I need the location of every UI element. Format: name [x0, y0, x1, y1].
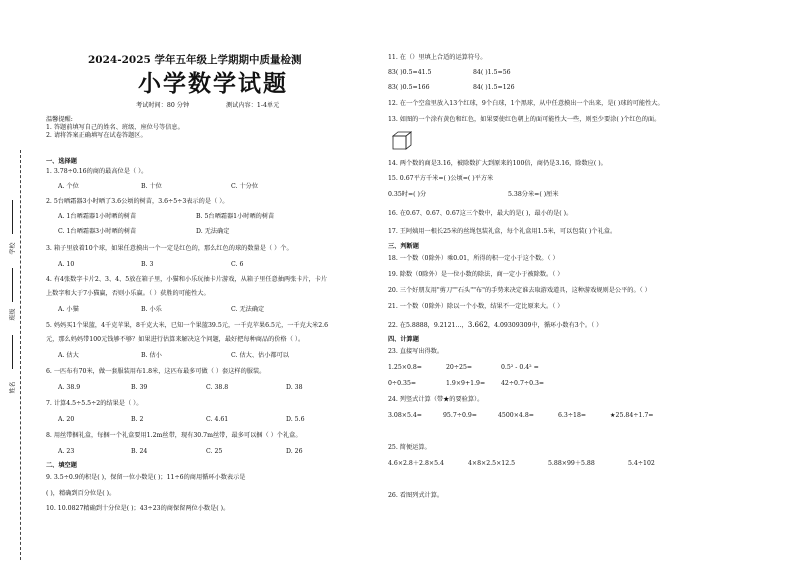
q23-item-6: 42÷0.7÷0.3= [501, 380, 545, 387]
q23-item-5: 1.9×9+1.9= [446, 380, 486, 387]
question-21: 21. 一个数（0除外）除以一个小数，结果不一定比原来大。（ ） [388, 303, 564, 310]
binding-dashed-line [20, 150, 21, 560]
school-label: 学校 [9, 242, 17, 255]
q8-option-b: B. 24 [131, 448, 148, 455]
q4-option-b: B. 小乐 [141, 306, 162, 313]
q1-option-b: B. 十位 [141, 183, 162, 190]
q4-option-a: A. 小猫 [58, 306, 79, 313]
question-25: 25. 简便运算。 [388, 444, 431, 451]
q24-item-4: 6.3÷18= [558, 412, 587, 419]
q2-option-b: B. 5台晒霜器1小时晒的树苗 [196, 213, 275, 220]
question-11: 11. 在（）里填上合适的运算符号。 [388, 54, 487, 61]
section-calc-title: 四、计算题 [388, 336, 419, 343]
section-judge-title: 三、判断题 [388, 243, 419, 250]
q6-option-a: A. 38.9 [58, 384, 81, 391]
question-5-line-2: 元，那么妈妈带100元钱够不够？如果进行估算来解决这个问题，最好把每种商品的价格（ ）。 [46, 336, 305, 343]
q25-item-1: 4.6×2.8＋2.8×5.4 [388, 460, 444, 467]
q3-option-c: C. 6 [231, 261, 244, 268]
question-15-part-b: 5.38分米=( )厘米 [508, 191, 559, 198]
q11-item-2: 84( )1.5=56 [473, 69, 511, 76]
repeating-decimal: 3.662 [467, 321, 488, 329]
cube-figure [392, 131, 412, 150]
question-9-line-1: 9. 3.5÷0.9的积是( )，保留一位小数是( )；11÷6的商用循环小数表示是 [46, 474, 246, 481]
q24-item-3: 4500×4.8= [498, 412, 534, 419]
question-13: 13. 如图的一个涂有黄色和红色，如果要使红色朝上的面可能性大一些，则至少要涂( )个红色的面。 [388, 116, 661, 123]
question-10: 10. 10.0827精确到十分位是( )；43÷23的商保留两位小数是( )。 [46, 505, 230, 512]
q6-option-d: D. 38 [286, 384, 303, 391]
binding-margin [0, 0, 40, 562]
q3-option-b: B. 3 [141, 261, 154, 268]
tips-title: 温馨提醒: [46, 116, 73, 123]
question-17: 17. 王阿姨用一根长25米的丝绳包装礼盒，每个礼盒用1.5米，可以包装( )个礼盒。 [388, 228, 617, 235]
question-24: 24. 列竖式计算（带★的要验算）。 [388, 396, 484, 403]
q7-option-a: A. 20 [58, 416, 75, 423]
q8-option-c: C. 25 [206, 448, 223, 455]
question-18: 18. 一个数（0除外）乘0.01，所得的积一定小于这个数。（ ） [388, 255, 559, 262]
question-1: 1. 3.78÷0.16的商的最高位是（ ）。 [46, 168, 148, 175]
q23-item-2: 20÷25= [446, 364, 473, 371]
class-underline [12, 268, 13, 302]
question-20: 20. 三个好朋友用"剪刀""石头""布"的手势来决定谁去取游戏道具，这种游戏规则是公平的。（ ） [388, 287, 651, 294]
question-7: 7. 计算4.5÷5.5÷2的结果是（ ）。 [46, 400, 143, 407]
question-26: 26. 看图列式计算。 [388, 492, 444, 499]
q25-item-2: 4×8×2.5×12.5 [468, 460, 516, 467]
q3-option-a: A. 10 [58, 261, 75, 268]
question-5-line-1: 5. 妈妈买1个果篮，4千克苹果，8千克大米，已知一个果篮39.5元，一千克苹果6.5元，一千克大米2.6 [46, 322, 329, 329]
q2-option-a: A. 1台晒霜器1小时晒的树苗 [58, 213, 137, 220]
question-4-line-1: 4. 有4张数字卡片2、3、4、5放在箱子里，小猫和小乐玩抽卡片游戏，从箱子里任意抽两张卡片，卡片 [46, 276, 328, 283]
q23-item-4: 0÷0.35= [388, 380, 417, 387]
tips-line-1: 1. 答题前填写自己的姓名、班级、座位号等信息。 [46, 124, 184, 131]
question-8: 8. 用丝带捆礼盒，每捆一个礼盒要用1.2m丝带，现有30.7m丝带，最多可以捆（ ）个礼盒。 [46, 432, 302, 439]
q2-option-d: D. 无法确定 [196, 228, 230, 235]
q25-item-3: 5.88×99＋5.88 [548, 460, 595, 467]
q6-option-b: B. 39 [131, 384, 148, 391]
question-15-part-a: 0.35时=( )分 [388, 191, 427, 198]
q24-item-1: 3.08×5.4= [388, 412, 422, 419]
question-22-start: 22. 在5.8888，9.2121…， [388, 322, 468, 329]
question-15-line-1: 15. 0.67平方千米=( )公顷=( )平方米 [388, 175, 494, 182]
question-12: 12. 在一个空盒里放入13个红球，9个白球，1个黑球，从中任意摸出一个出来，是( )球的可能性大。 [388, 100, 664, 107]
question-22 [388, 321, 602, 330]
class-label: 班级 [9, 308, 17, 321]
question-14: 14. 两个数的商是3.16，被除数扩大到原来的100倍，商仍是3.16，除数应( )。 [388, 160, 607, 167]
question-22-end: ，4.09309309中，循环小数有3个。（ ） [487, 322, 603, 329]
q23-item-3: 0.5² - 0.4² = [501, 364, 539, 371]
q25-item-4: 5.4÷102 [628, 460, 655, 467]
q5-option-b: B. 估小 [141, 352, 162, 359]
q2-option-c: C. 1台晒霜器3小时晒的树苗 [58, 228, 137, 235]
section-choice-title: 一、选择题 [46, 158, 77, 165]
q23-item-1: 1.25×0.8= [388, 364, 422, 371]
q6-option-c: C. 38.8 [206, 384, 229, 391]
name-underline [12, 335, 13, 369]
question-2: 2. 5台晒霜器3小时晒了3.6公顷的树苗，3.6÷5÷3表示的是（ ）。 [46, 198, 229, 205]
q5-option-a: A. 估大 [58, 352, 79, 359]
question-3: 3. 箱子里放着10个球，如果任意摸出一个一定是红色的，那么红色的球的数量是（ ）个。 [46, 245, 293, 252]
q1-option-c: C. 十分位 [231, 183, 259, 190]
q24-item-5: ★25.84÷1.7= [610, 412, 654, 419]
question-16: 16. 在0.67、0.67、0.67这三个数中，最大的是( )，最小的是( )。 [388, 210, 573, 217]
q8-option-d: D. 26 [286, 448, 303, 455]
q5-option-c: C. 估大、估小都可以 [231, 352, 289, 359]
q8-option-a: A. 23 [58, 448, 75, 455]
question-19: 19. 除数（0除外）是一位小数的除法，商一定小于被除数。（ ） [388, 271, 564, 278]
q1-option-a: A. 个位 [58, 183, 79, 190]
exam-scope: 测试内容：1-4单元 [226, 102, 280, 109]
q7-option-c: C. 4.61 [206, 416, 229, 423]
exam-title: 2024-2025 学年五年级上学期期中质量检测 [88, 54, 302, 66]
school-underline [12, 200, 13, 234]
q7-option-d: D. 5.6 [286, 416, 305, 423]
q7-option-b: B. 2 [131, 416, 144, 423]
subject-title: 小学数学试题 [138, 70, 288, 97]
question-6: 6. 一匹布有70米，做一套服装用布1.8米，这匹布最多可做（ ）套这样的服装。 [46, 368, 266, 375]
question-9-line-2: ( )，精确到百分位是( )。 [46, 490, 116, 497]
q11-item-4: 84( )1.5=126 [473, 84, 515, 91]
section-fill-title: 二、填空题 [46, 462, 77, 469]
question-23: 23. 直接写出得数。 [388, 348, 444, 355]
exam-time: 考试时间：80 分钟 [136, 102, 190, 109]
q24-item-2: 95.7÷0.9= [443, 412, 477, 419]
q4-option-c: C. 无法确定 [231, 306, 265, 313]
q11-item-1: 83( )0.5=41.5 [388, 69, 432, 76]
q11-item-3: 83( )0.5=166 [388, 84, 430, 91]
question-4-line-2: 上数字和大于7小猫赢，否则小乐赢。（ ）获胜的可能性大。 [46, 290, 210, 297]
tips-line-2: 2. 请将答案正确填写在试卷答题区。 [46, 132, 147, 139]
name-label: 姓名 [9, 381, 17, 394]
